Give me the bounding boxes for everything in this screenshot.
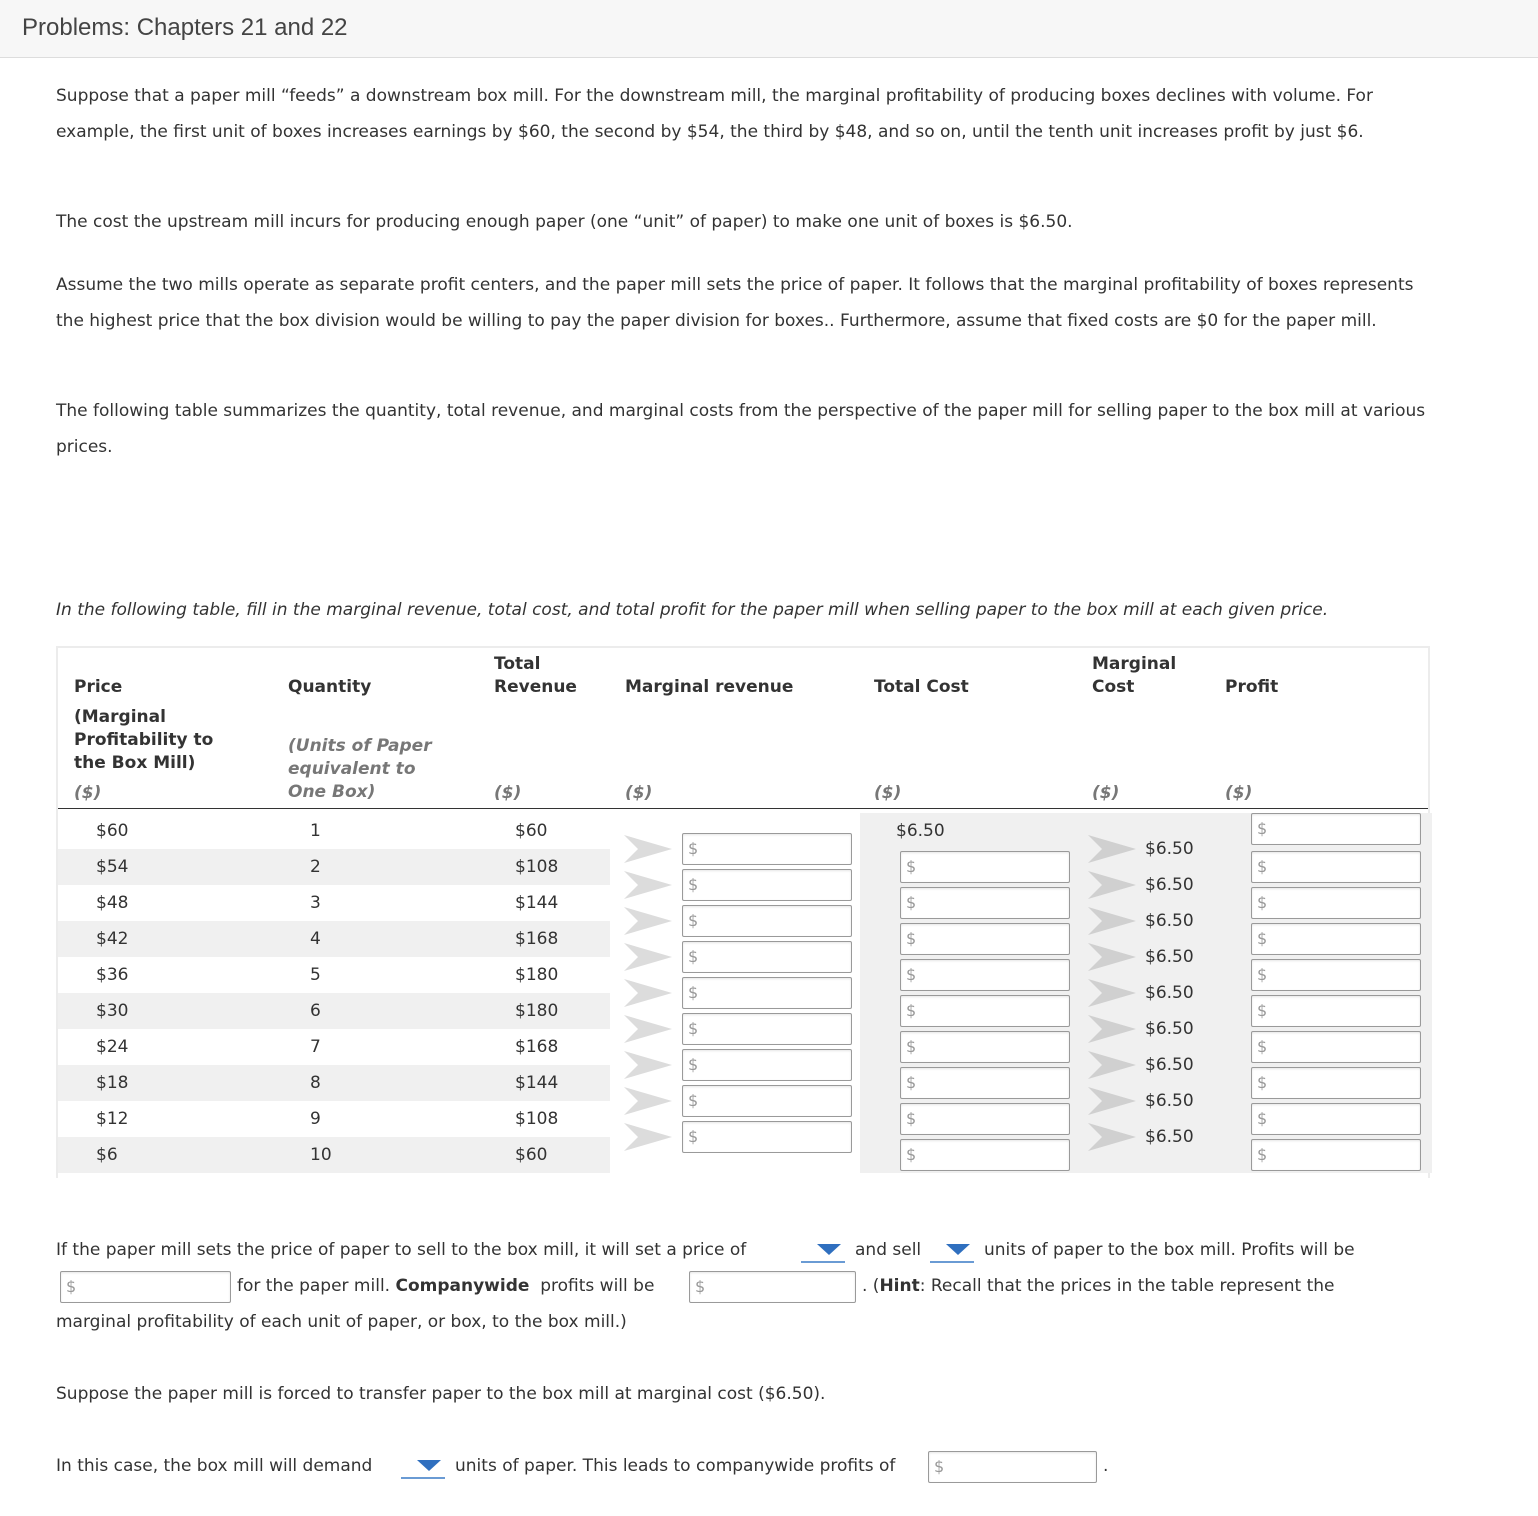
profit-input[interactable]	[1251, 851, 1421, 883]
quantity-cell: 6	[310, 1001, 321, 1021]
dollar-prefix: $	[1257, 857, 1268, 876]
data-table	[56, 646, 1430, 1178]
intro-paragraph-2: The cost the upstream mill incurs for producing enough paper (one “unit” of paper) to make one unit of boxes is $6.50.	[56, 212, 1073, 232]
profit-input[interactable]	[1251, 959, 1421, 991]
total-revenue-cell: $60	[515, 821, 548, 841]
header-total-cost: Total Cost	[874, 677, 969, 697]
total-revenue-cell: $168	[515, 929, 559, 949]
q1-text-3: units of paper to the box mill. Profits will be	[984, 1240, 1355, 1260]
marginal-revenue-input[interactable]	[682, 905, 852, 937]
marginal-cost-cell: $6.50	[1145, 1055, 1194, 1075]
step-arrow-icon	[1088, 977, 1136, 1009]
dollar-prefix: $	[688, 839, 699, 858]
quantity-cell: 9	[310, 1109, 321, 1129]
dollar-prefix: $	[1257, 929, 1268, 948]
header-quantity: Quantity	[288, 677, 372, 697]
intro-paragraph-4: The following table summarizes the quantity, total revenue, and marginal costs from the perspective of the paper mill for selling paper to the box mill at various prices.	[56, 401, 1426, 457]
companywide-label: Companywide	[395, 1276, 530, 1296]
profit-input[interactable]	[1251, 1067, 1421, 1099]
marginal-revenue-input[interactable]	[682, 1085, 852, 1117]
dollar-prefix: $	[1257, 1109, 1268, 1128]
table-instruction: In the following table, fill in the marginal revenue, total cost, and total profit for the paper mill when selling paper to the box mill at each given price.	[56, 600, 1329, 620]
dollar-prefix: $	[906, 1073, 917, 1092]
step-arrow-icon	[624, 977, 672, 1009]
chevron-down-icon	[946, 1244, 970, 1255]
marginal-revenue-input[interactable]	[682, 869, 852, 901]
quantity-cell: 2	[310, 857, 321, 877]
step-arrow-icon	[1088, 1121, 1136, 1153]
step-arrow-icon	[1088, 1085, 1136, 1117]
total-revenue-cell: $180	[515, 1001, 559, 1021]
step-arrow-icon	[1088, 905, 1136, 937]
header-marginal-revenue-unit: ($)	[625, 783, 653, 803]
dollar-prefix: $	[1257, 1001, 1268, 1020]
dollar-prefix: $	[906, 893, 917, 912]
header-marginal-cost-unit: ($)	[1092, 783, 1120, 803]
dollar-prefix: $	[1257, 1073, 1268, 1092]
profit-input[interactable]	[1251, 923, 1421, 955]
q1-text-6: . (	[862, 1276, 880, 1296]
quantity-cell: 10	[310, 1145, 332, 1165]
marginal-cost-cell: $6.50	[1145, 875, 1194, 895]
paper-mill-profit-input[interactable]	[60, 1271, 231, 1303]
step-arrow-icon	[624, 1013, 672, 1045]
marginal-revenue-input[interactable]	[682, 1049, 852, 1081]
chevron-down-icon	[417, 1460, 441, 1471]
quantity-cell: 3	[310, 893, 321, 913]
intro-paragraph-3: Assume the two mills operate as separate profit centers, and the paper mill sets the price of paper. It follows that the marginal profitability of boxes represents the highest price that the box division would be willing to pay the paper division for boxes.. Furthermore, assume that fixed costs are $0 for the paper mill.	[56, 275, 1414, 331]
total-cost-input[interactable]	[900, 851, 1070, 883]
quantity-cell: 8	[310, 1073, 321, 1093]
header-total-revenue: Total Revenue	[494, 654, 577, 697]
total-revenue-cell: $60	[515, 1145, 548, 1165]
header-profit-unit: ($)	[1225, 783, 1253, 803]
header-price-unit: ($)	[74, 783, 102, 803]
marginal-cost-cell: $6.50	[1145, 1019, 1194, 1039]
step-arrow-icon	[1088, 869, 1136, 901]
dollar-prefix: $	[934, 1457, 945, 1476]
total-cost-input[interactable]	[900, 1067, 1070, 1099]
q1-text-7: : Recall that the prices in the table represent the	[919, 1276, 1335, 1296]
marginal-revenue-input[interactable]	[682, 1121, 852, 1153]
marginal-cost-cell: $6.50	[1145, 947, 1194, 967]
dollar-prefix: $	[66, 1277, 77, 1296]
q1-text-2: and sell	[855, 1240, 922, 1260]
price-cell: $48	[96, 893, 129, 913]
marginal-revenue-input[interactable]	[682, 833, 852, 865]
dollar-prefix: $	[906, 1001, 917, 1020]
profit-input[interactable]	[1251, 887, 1421, 919]
header-divider	[58, 808, 1428, 809]
total-revenue-cell: $144	[515, 1073, 559, 1093]
header-quantity-sub: (Units of Paper equivalent to One Box)	[288, 736, 432, 802]
intro-paragraph-1: Suppose that a paper mill “feeds” a downstream box mill. For the downstream mill, the marginal profitability of producing boxes declines with volume. For example, the first unit of boxes increases earnings by $60, the second by $54, the third by $48, and so on, until the tenth unit increases profit by just $6.	[56, 86, 1373, 142]
mc-companywide-profit-input[interactable]	[928, 1451, 1097, 1483]
dollar-prefix: $	[688, 947, 699, 966]
dollar-prefix: $	[906, 1109, 917, 1128]
dollar-prefix: $	[1257, 819, 1268, 838]
page-title: Problems: Chapters 21 and 22	[22, 14, 348, 41]
hint-label: Hint	[879, 1276, 920, 1296]
price-cell: $42	[96, 929, 129, 949]
total-cost-input[interactable]	[900, 995, 1070, 1027]
total-cost-input[interactable]	[900, 959, 1070, 991]
total-revenue-cell: $180	[515, 965, 559, 985]
dollar-prefix: $	[688, 911, 699, 930]
price-cell: $6	[96, 1145, 118, 1165]
step-arrow-icon	[624, 869, 672, 901]
step-arrow-icon	[1088, 941, 1136, 973]
profit-input[interactable]	[1251, 1103, 1421, 1135]
step-arrow-icon	[624, 1085, 672, 1117]
q2-text-3: .	[1103, 1456, 1109, 1476]
marginal-cost-cell: $6.50	[1145, 839, 1194, 859]
dollar-prefix: $	[906, 1145, 917, 1164]
profit-input[interactable]	[1251, 995, 1421, 1027]
marginal-cost-cell: $6.50	[1145, 1127, 1194, 1147]
companywide-profit-input[interactable]	[689, 1271, 856, 1303]
marginal-cost-cell: $6.50	[1145, 911, 1194, 931]
q1-hint	[862, 1274, 1334, 1298]
q1-text-5: profits will be	[540, 1276, 655, 1296]
profit-input[interactable]	[1251, 1139, 1421, 1171]
demand-dropdown[interactable]	[401, 1455, 445, 1479]
price-dropdown[interactable]	[801, 1239, 845, 1263]
step-arrow-icon	[624, 1049, 672, 1081]
total-cost-input[interactable]	[900, 923, 1070, 955]
chevron-down-icon	[817, 1244, 841, 1255]
dollar-prefix: $	[1257, 893, 1268, 912]
dollar-prefix: $	[688, 1055, 699, 1074]
header-marginal-cost: Marginal Cost	[1092, 654, 1177, 697]
price-cell: $12	[96, 1109, 129, 1129]
dollar-prefix: $	[906, 857, 917, 876]
total-cost-input[interactable]	[900, 1031, 1070, 1063]
q1-text-4a: for the paper mill.	[237, 1276, 391, 1296]
marginal-revenue-input[interactable]	[682, 941, 852, 973]
price-cell: $18	[96, 1073, 129, 1093]
marginal-cost-cell: $6.50	[1145, 983, 1194, 1003]
dollar-prefix: $	[688, 1091, 699, 1110]
step-arrow-icon	[624, 1121, 672, 1153]
dollar-prefix: $	[1257, 1145, 1268, 1164]
dollar-prefix: $	[906, 929, 917, 948]
dollar-prefix: $	[688, 1127, 699, 1146]
total-revenue-cell: $168	[515, 1037, 559, 1057]
profit-input[interactable]	[1251, 1031, 1421, 1063]
total-cost-input[interactable]	[900, 1139, 1070, 1171]
marginal-revenue-input[interactable]	[682, 1013, 852, 1045]
step-arrow-icon	[1088, 1049, 1136, 1081]
price-cell: $24	[96, 1037, 129, 1057]
total-revenue-cell: $108	[515, 1109, 559, 1129]
q1-text-1: If the paper mill sets the price of paper to sell to the box mill, it will set a price of	[56, 1240, 747, 1260]
step-arrow-icon	[624, 833, 672, 865]
price-cell: $54	[96, 857, 129, 877]
header-total-revenue-unit: ($)	[494, 783, 522, 803]
header-total-cost-unit: ($)	[874, 783, 902, 803]
price-cell: $60	[96, 821, 129, 841]
total-revenue-cell: $108	[515, 857, 559, 877]
quantity-cell: 1	[310, 821, 321, 841]
header-profit: Profit	[1225, 677, 1279, 697]
dollar-prefix: $	[695, 1277, 706, 1296]
step-arrow-icon	[1088, 1013, 1136, 1045]
dollar-prefix: $	[1257, 1037, 1268, 1056]
header-marginal-revenue: Marginal revenue	[625, 677, 794, 697]
q2-intro: Suppose the paper mill is forced to transfer paper to the box mill at marginal cost ($6.50).	[56, 1384, 826, 1404]
step-arrow-icon	[624, 905, 672, 937]
dollar-prefix: $	[906, 965, 917, 984]
dollar-prefix: $	[1257, 965, 1268, 984]
dollar-prefix: $	[688, 875, 699, 894]
dollar-prefix: $	[688, 983, 699, 1002]
q1-text-8: marginal profitability of each unit of paper, or box, to the box mill.)	[56, 1312, 627, 1332]
q2-text-2: units of paper. This leads to companywide profits of	[455, 1456, 896, 1476]
profit-input[interactable]	[1251, 813, 1421, 845]
dollar-prefix: $	[688, 1019, 699, 1038]
q1-text-4	[237, 1274, 654, 1298]
step-arrow-icon	[624, 941, 672, 973]
total-cost-input[interactable]	[900, 887, 1070, 919]
q2-text-1: In this case, the box mill will demand	[56, 1456, 373, 1476]
total-cost-input[interactable]	[900, 1103, 1070, 1135]
quantity-cell: 5	[310, 965, 321, 985]
price-cell: $30	[96, 1001, 129, 1021]
quantity-cell: 4	[310, 929, 321, 949]
marginal-cost-cell: $6.50	[1145, 1091, 1194, 1111]
price-cell: $36	[96, 965, 129, 985]
step-arrow-icon	[1088, 833, 1136, 865]
quantity-cell: 7	[310, 1037, 321, 1057]
total-revenue-cell: $144	[515, 893, 559, 913]
quantity-dropdown[interactable]	[930, 1239, 974, 1263]
page-header	[0, 0, 1538, 58]
header-price: Price	[74, 677, 123, 697]
marginal-revenue-input[interactable]	[682, 977, 852, 1009]
total-cost-cell: $6.50	[896, 821, 945, 841]
dollar-prefix: $	[906, 1037, 917, 1056]
header-price-sub: (Marginal Profitability to the Box Mill)	[74, 707, 214, 773]
